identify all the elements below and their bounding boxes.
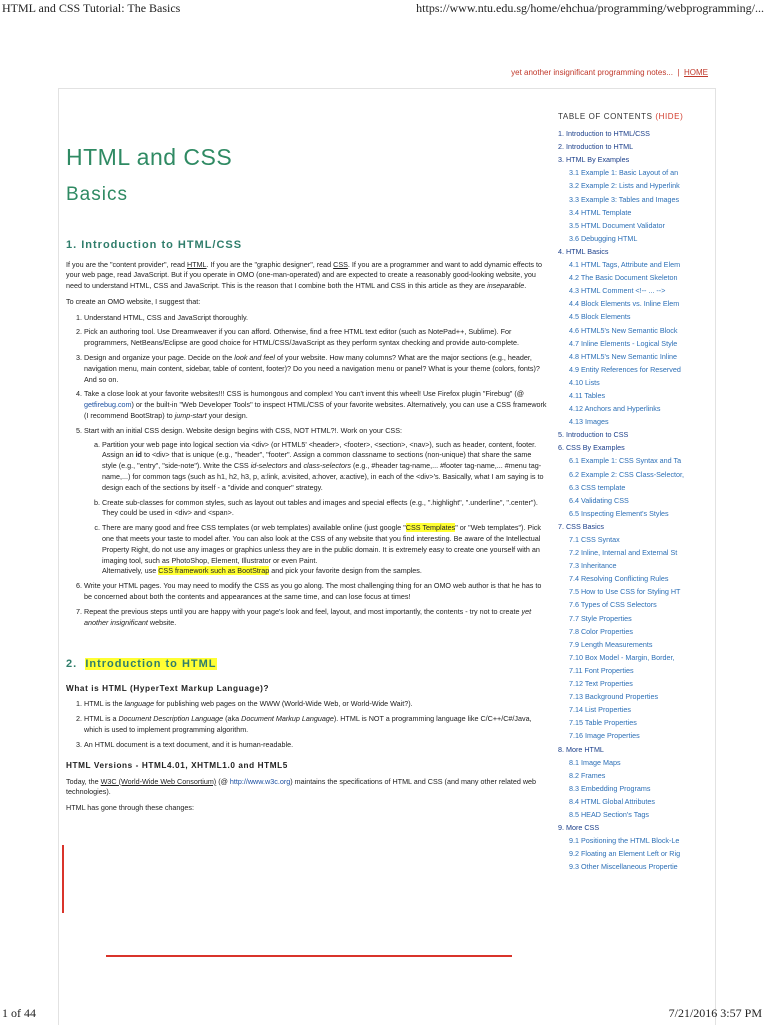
toc-item[interactable]: 3.6 Debugging HTML <box>569 233 638 243</box>
toc-item[interactable]: 3.1 Example 1: Basic Layout of an <box>569 168 679 178</box>
list-item: 7. Repeat the previous steps until you are happy with your page's look and feel, layout, and most importantly, the contents - try not to create yet another insignificant website. <box>84 607 548 629</box>
toc-item[interactable]: 2. Introduction to HTML <box>558 142 634 152</box>
toc-hide-button[interactable]: (HIDE) <box>655 112 684 121</box>
toc-item[interactable]: 6.5 Inspecting Element's Styles <box>569 508 669 518</box>
toc-item[interactable]: 7.11 Font Properties <box>569 665 634 675</box>
toc-item[interactable]: 3.5 HTML Document Validator <box>569 220 665 230</box>
toc-item[interactable]: 7.7 Style Properties <box>569 613 632 623</box>
list-item: b. Create sub-classes for common styles, such as layout out tables and images and special effects (e.g., ".highlight", ".underline", ".center"). They could be used in <div> and <span>. <box>102 498 548 520</box>
toc-item[interactable]: 4.2 The Basic Document Skeleton <box>569 273 678 283</box>
table-of-contents <box>558 110 706 873</box>
list-item: 2. Pick an authoring tool. Use Dreamweaver if you can afford. Otherwise, find a free HTML text editor (such as NotePad++, Sublime). For programmers, NetBeans/Eclipse are good choice for HTML/CSS/JavaScript as they perform syntax checking and provide auto-complete. <box>84 327 548 349</box>
nav-separator: | <box>677 68 680 77</box>
print-header <box>0 0 768 18</box>
toc-item[interactable]: 9.3 Other Miscellaneous Propertie <box>569 862 678 872</box>
toc-item[interactable]: 8.4 HTML Global Attributes <box>569 796 656 806</box>
toc-item[interactable]: 8.3 Embedding Programs <box>569 783 651 793</box>
list-item: 3. Design and organize your page. Decide on the look and feel of your website. How many columns? What are the major sections (e.g., header, navigation menu, main content, sidebar, table of content, footer)? Do you need a navigation menu or panel? What is your theme (colors, fonts)? And so on. <box>84 353 548 385</box>
toc-item[interactable]: 4.7 Inline Elements - Logical Style <box>569 338 678 348</box>
list-item: a. Partition your web page into logical section via <div> (or HTML5' <header>, <footer>, <section>, <nav>), such as header, content, footer. Assign an id to <div> that is unique (e.g., "header", "footer". Assign a common classname to sections (non-unique) that share the same style (e.g., "entry", "side-note"). Write the CSS id-selectors and class-selectors (e.g., #header tag-name,... #footer tag-name,... #menu tag-name,...) for common tags (such as h1, h2, h3, p, a:link, a:visited, a:hover, a:active), in each of the <div>'s. Basically, what I am saying is to design each of the sections by itself - a "divide and conquer" strategy. <box>102 440 548 494</box>
toc-item[interactable]: 7.5 How to Use CSS for Styling HT <box>569 587 681 597</box>
toc-item[interactable]: 7.3 Inheritance <box>569 561 617 571</box>
toc-item[interactable]: 3.3 Example 3: Tables and Images <box>569 194 680 204</box>
toc-item[interactable]: 4.10 Lists <box>569 377 600 387</box>
section-2-heading: 2. Introduction to HTML <box>66 658 217 671</box>
toc-item[interactable]: 9.1 Positioning the HTML Block-Le <box>569 836 680 846</box>
toc-item[interactable]: 8.5 HEAD Section's Tags <box>569 809 649 819</box>
toc-item[interactable]: 4.11 Tables <box>569 390 606 400</box>
toc-item[interactable]: 7.16 Image Properties <box>569 731 640 741</box>
toc-item[interactable]: 7.6 Types of CSS Selectors <box>569 600 657 610</box>
toc-item[interactable]: 5. Introduction to CSS <box>558 430 629 440</box>
toc-item[interactable]: 8.1 Image Maps <box>569 757 621 767</box>
html-link[interactable]: HTML <box>186 259 207 269</box>
toc-item[interactable]: 7.10 Box Model - Margin, Border, <box>569 652 675 662</box>
toc-item[interactable]: 6.4 Validating CSS <box>569 495 629 505</box>
html-facts-list <box>66 699 548 750</box>
list-item: 3. An HTML document is a text document, and it is human-readable. <box>84 740 548 751</box>
toc-item[interactable]: 4.6 HTML5's New Semantic Block <box>569 325 678 335</box>
toc-item[interactable]: 8. More HTML <box>558 744 604 754</box>
toc-title: TABLE OF CONTENTS (HIDE) <box>558 112 684 121</box>
toc-item[interactable]: 4.8 HTML5's New Semantic Inline <box>569 351 678 361</box>
toc-item[interactable]: 4.12 Anchors and Hyperlinks <box>569 404 661 414</box>
page-subtitle: Basics <box>66 183 128 205</box>
toc-item[interactable]: 4.4 Block Elements vs. Inline Elem <box>569 299 680 309</box>
toc-item[interactable]: 6.2 Example 2: CSS Class-Selector, <box>569 469 685 479</box>
page-title: HTML and CSS <box>66 144 233 170</box>
toc-item[interactable]: 4.3 HTML Comment <!-- ... --> <box>569 286 666 296</box>
css-steps-list <box>84 440 548 578</box>
w3c-paragraph: Today, the W3C (World-Wide Web Consortium) (@ http://www.w3c.org) maintains the specifications of HTML and CSS (and many other related web technologies). <box>66 776 537 797</box>
omo-steps-list <box>66 313 548 629</box>
html-versions-heading: HTML Versions - HTML4.01, XHTML1.0 and HTML5 <box>66 761 288 771</box>
list-item: 1. HTML is the language for publishing web pages on the WWW (World-Wide Web, or World-Wide Wait?). <box>84 699 548 710</box>
toc-item[interactable]: 4. HTML Basics <box>558 246 609 256</box>
css-link[interactable]: CSS <box>333 259 348 269</box>
omo-paragraph: To create an OMO website, I suggest that: <box>66 296 201 306</box>
toc-item[interactable]: 7.15 Table Properties <box>569 718 637 728</box>
highlight-css-templates: CSS Templates <box>405 523 456 533</box>
list-item: 4. Take a close look at your favorite websites!!! CSS is humongous and complex! You can't invent this wheel! Use Firefox plugin "Firebug" (@ getfirebug.com) or the built-in "Web Developer Tools" to inspect HTML/CSS of your favorite websites. Alternatively, you can use a CSS framework (I recommend BootStrap) to jump-start your design. <box>84 389 548 421</box>
toc-item[interactable]: 7.14 List Properties <box>569 705 631 715</box>
toc-item[interactable]: 7. CSS Basics <box>558 521 604 531</box>
toc-item[interactable]: 9. More CSS <box>558 823 600 833</box>
home-link[interactable]: HOME <box>684 68 708 77</box>
w3c-link[interactable]: http://www.w3c.org <box>229 776 291 786</box>
toc-item[interactable]: 1. Introduction to HTML/CSS <box>558 129 650 139</box>
list-item: c. There are many good and free CSS templates (or web templates) available online (just google "CSS Templates" or "Web templates"). Pick one that meets your taste to model after. You can also look at the CSS of any website that you find interesting. Be aware of the Intellectual Property Right, do not use any images or graphics unless they are in the public domain. It is extremely easy to create one yourself with an imaging tool, such as PhotoShop, Element, Illustrator or even Paint. Alternatively, use CSS framework such as BootStrap and pick your favorite design from the samples. <box>102 523 548 577</box>
toc-item[interactable]: 3.4 HTML Template <box>569 207 632 217</box>
toc-item[interactable]: 7.4 Resolving Conflicting Rules <box>569 574 669 584</box>
section-1-heading: 1. Introduction to HTML/CSS <box>66 239 243 251</box>
list-item: 6. Write your HTML pages. You may need to modify the CSS as you go along. The most challenging thing for an OMO web author is that he has to be concerned about both the contents and appearances at the same time, and can lose focus at times! <box>84 581 548 603</box>
highlight-bootstrap: CSS framework such as BootStrap <box>158 566 270 576</box>
toc-item[interactable]: 4.1 HTML Tags, Attribute and Elem <box>569 260 681 270</box>
toc-item[interactable]: 6. CSS By Examples <box>558 443 625 453</box>
intro-paragraph: If you are the "content provider", read HTML. If you are the "graphic designer", read CSS. If you are a programmer and want to add dynamic effects to your web page, read JavaScript. But if you operate in OMO (one-man-operated) and are expected to create a reasonably good-looking website, you need to understand HTML, CSS and JavaScript. This is the reason that I combine both the HTML and CSS in this article as they are inseparable. <box>66 259 542 291</box>
toc-item[interactable]: 4.9 Entity References for Reserved <box>569 364 681 374</box>
print-timestamp: 7/21/2016 3:57 PM <box>668 1006 762 1020</box>
print-header-title: HTML and CSS Tutorial: The Basics <box>2 1 181 15</box>
toc-item[interactable]: 7.9 Length Measurements <box>569 639 653 649</box>
html-changes-paragraph: HTML has gone through these changes: <box>66 803 194 813</box>
page-count: 1 of 44 <box>2 1006 36 1020</box>
tagline: yet another insignificant programming notes... <box>511 68 674 77</box>
list-item: 5. Start with an initial CSS design. Website design begins with CSS, NOT HTML?!. Work on your CSS: a. Partition your web page into logical section via <div> (or HTML5' <header>, <footer>, <section>, <nav>), such as header, content, footer. Assign an id to <div> that is unique (e.g., "header", "footer". Assign a common classname to sections (non-unique) that share the same style (e.g., "entry", "side-note"). Write the CSS id-selectors and class-selectors (e.g., #header tag-name,... #footer tag-name,... #menu tag-name,...) for common tags (such as h1, h2, h3, p, a:link, a:visited, a:hover, a:active), in each of the <div>'s. Basically, what I am saying is to design each of the sections by itself - a "divide and conquer" strategy. b. Create sub-classes for common styles, such as layout out tables and images and special effects (e.g., ".highlight", ".underline", ".center"). They could be used in <div> and <span>. c. There are many good and free CSS templates (or web templates) available online (just google "CSS Templates" or "Web templates"). Pick one that meets your taste to model after. You can also look at the CSS of any website that you find interesting. Be aware of the Intellectual Property Right, do not use any images or graphics unless they are in the public domain. It is extremely easy to create one yourself with an imaging tool, such as PhotoShop, Element, Illustrator or even Paint. Alternatively, use CSS framework such as BootStrap and pick your favorite design from the samples. <box>84 426 548 577</box>
toc-item[interactable]: 6.1 Example 1: CSS Syntax and Ta <box>569 456 682 466</box>
main-content <box>66 100 548 819</box>
list-item: 1. Understand HTML, CSS and JavaScript thoroughly. <box>84 313 548 324</box>
list-item: 2. HTML is a Document Description Language (aka Document Markup Language). HTML is NOT a programming language like C/C++/C#/Java, which is used to implement programming algorithm. <box>84 714 548 736</box>
firebug-link[interactable]: getfirebug.com <box>84 400 132 410</box>
what-is-html-heading: What is HTML (HyperText Markup Language)? <box>66 683 270 693</box>
toc-item[interactable]: 7.13 Background Properties <box>569 692 659 702</box>
toc-list <box>558 127 706 873</box>
toc-item[interactable]: 7.12 Text Properties <box>569 679 633 689</box>
toc-item[interactable]: 7.1 CSS Syntax <box>569 535 620 544</box>
toc-item[interactable]: 7.2 Inline, Internal and External St <box>569 548 678 558</box>
top-nav <box>511 68 708 77</box>
print-footer <box>0 1004 768 1024</box>
toc-item[interactable]: 4.5 Block Elements <box>569 312 631 322</box>
toc-item[interactable]: 3.2 Example 2: Lists and Hyperlink <box>569 181 680 191</box>
print-header-url: https://www.ntu.edu.sg/home/ehchua/programming/webprogramming/... <box>416 1 764 15</box>
toc-item[interactable]: 8.2 Frames <box>569 770 606 780</box>
annotation-underline <box>106 955 512 957</box>
annotation-bar <box>62 845 64 913</box>
toc-item[interactable]: 6.3 CSS template <box>569 482 626 492</box>
toc-item[interactable]: 9.2 Floating an Element Left or Rig <box>569 849 681 859</box>
toc-item[interactable]: 7.8 Color Properties <box>569 626 633 636</box>
toc-item[interactable]: 3. HTML By Examples <box>558 155 630 165</box>
toc-item[interactable]: 4.13 Images <box>569 417 609 427</box>
